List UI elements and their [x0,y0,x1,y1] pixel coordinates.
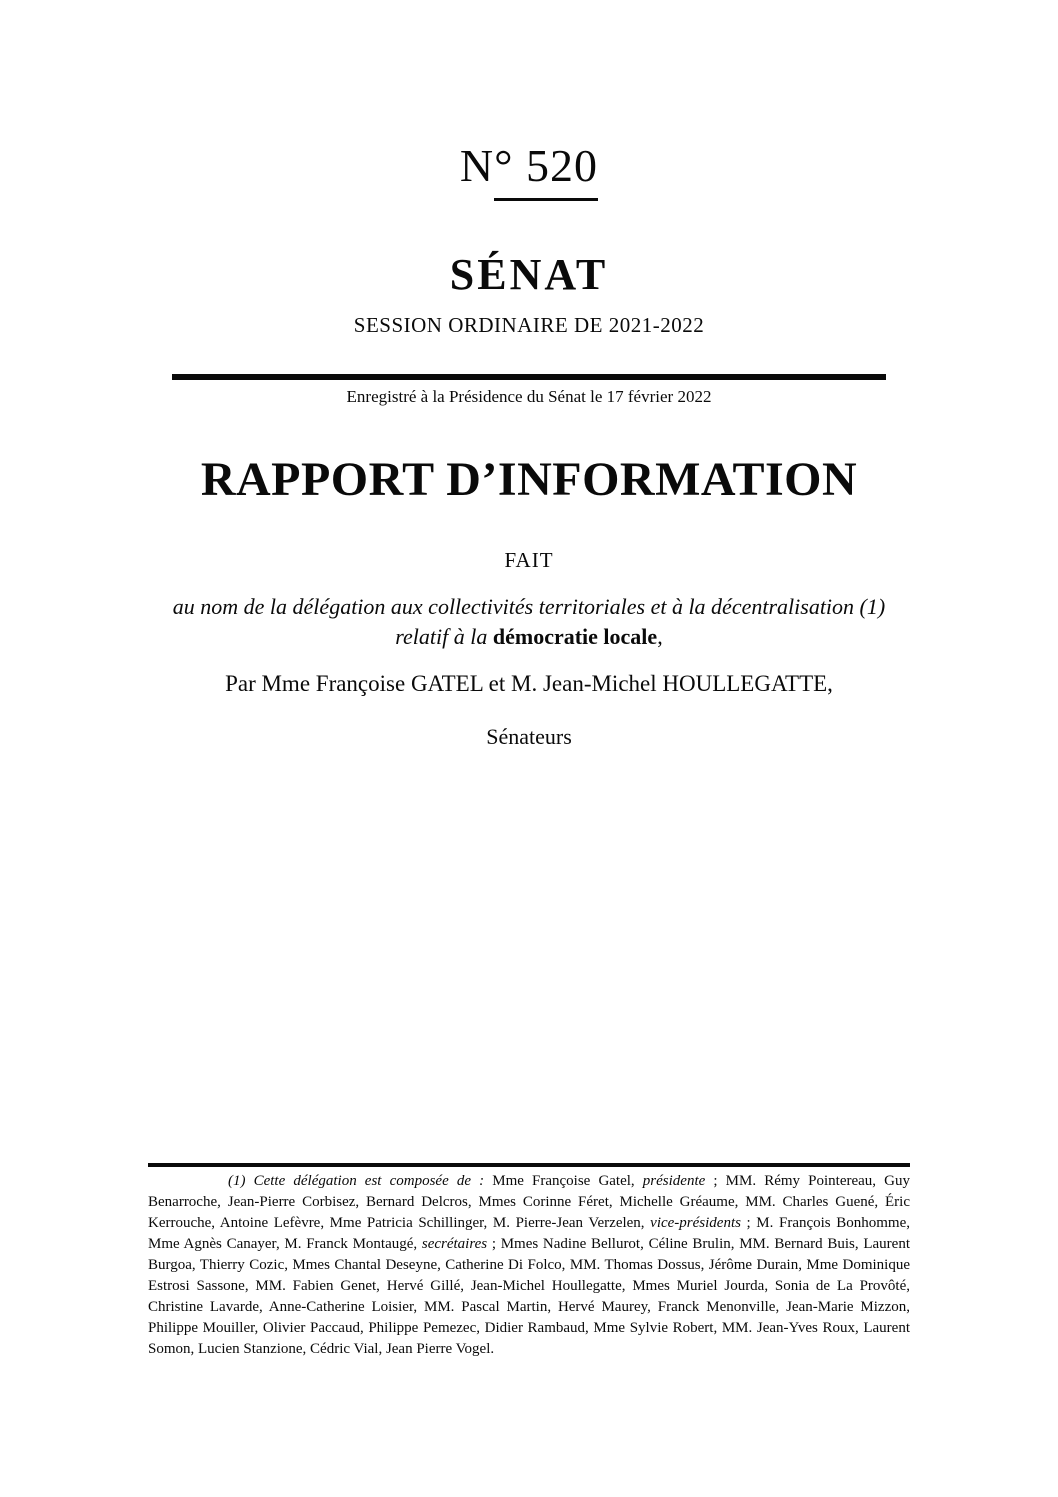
mandate-line-2-prefix: relatif à la [395,624,493,649]
session-subtitle: SESSION ORDINAIRE DE 2021-2022 [353,313,705,337]
authors-line: Par Mme Françoise GATEL et M. Jean-Michel HOULLEGATTE, [225,671,833,696]
doc-number [0,140,1058,201]
mandate-line-2 [0,622,1058,652]
footnote-rule [148,1163,910,1167]
mandate-block [0,592,1058,652]
mandate-line-2-suffix: , [657,624,663,649]
double-rule-divider [172,374,886,380]
footnote-text: (1) Cette délégation est composée de : Mme Françoise Gatel, présidente ; MM. Rémy Pointereau, Guy Benarroche, Jean-Pierre Corbisez, Bernard Delcros, Mmes Corinne Féret, Michelle Gréaume, MM. Charles Guené, Éric Kerrouche, Antoine Lefèvre, Mme Patricia Schillinger, M. Pierre-Jean Verzelen, vice-présidents ; M. François Bonhomme, Mme Agnès Canayer, M. Franck Montaugé, secrétaires ; Mmes Nadine Bellurot, Céline Brulin, MM. Bernard Buis, Laurent Burgoa, Thierry Cozic, Mmes Chantal Deseyne, Catherine Di Folco, MM. Thomas Dossus, Jérôme Durain, Mme Dominique Estrosi Sassone, MM. Fabien Genet, Hervé Gillé, Jean-Michel Houllegatte, Mmes Muriel Jourda, Sonia de La Provôté, Christine Lavarde, Anne-Catherine Loisier, MM. Pascal Martin, Hervé Maurey, Franck Menonville, Jean-Marie Mizzon, Philippe Mouiller, Olivier Paccaud, Philippe Pemezec, Didier Rambaud, Mme Sylvie Robert, MM. Jean-Yves Roux, Laurent Somon, Lucien Stanzione, Cédric Vial, Jean Pierre Vogel. [148,1173,911,1357]
doc-number-underlined: ° 520 [494,140,598,201]
registration-line: Enregistré à la Présidence du Sénat le 17 février 2022 [346,387,712,406]
report-title: RAPPORT D’INFORMATION [200,453,858,506]
doc-number-prefix: N [459,140,495,191]
mandate-line-1: au nom de la délégation aux collectivités territoriales et à la décentralisation (1) [172,594,886,619]
fait-label: FAIT [504,548,554,572]
institution-title: SÉNAT [449,250,609,299]
mandate-subject: démocratie locale [492,624,658,649]
authors-role: Sénateurs [486,724,572,749]
